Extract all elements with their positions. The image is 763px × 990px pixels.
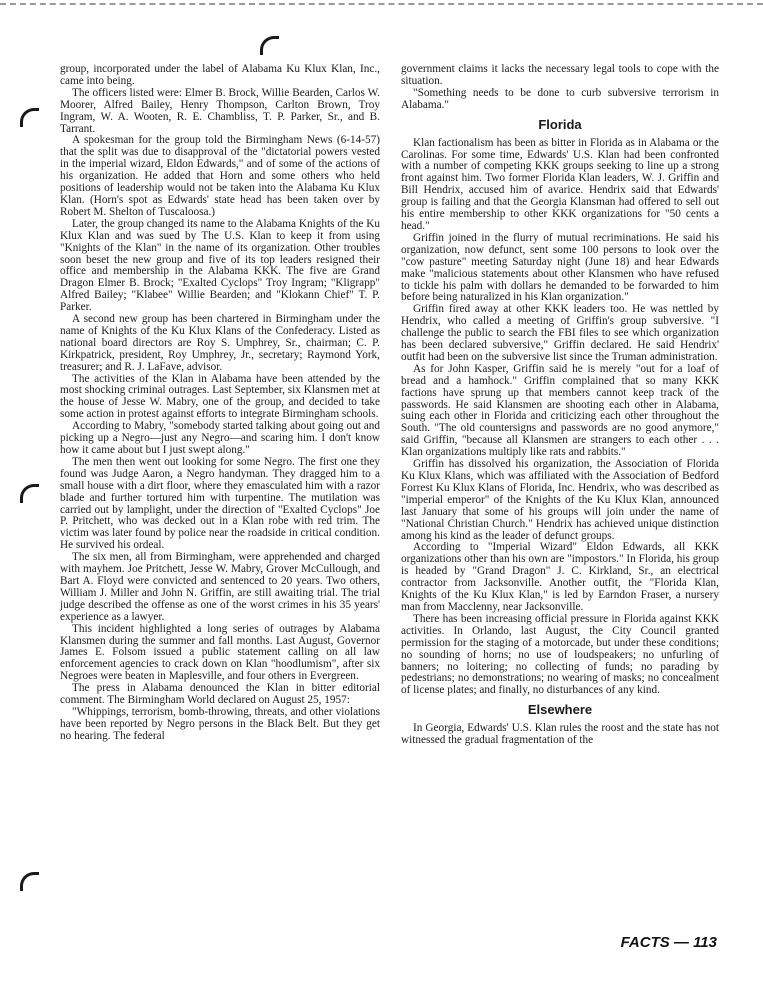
paragraph: Klan factionalism has been as bitter in Florida as in Alabama or the Carolinas. For some time, Edwards' U.S. Klan had been confronted with a number of competing KKK groups seeking to line up a strong front against him. Two former Florida Klan leaders, W. J. Griffin and Bill Hendrix, accused him of avarice. Hendrix said that Edwards' group is failing and that the Georgia Klansman had offered to sell out his entire membership to other KKK organizations for "50 cents a head." — [401, 136, 719, 232]
binding-hole-mark — [20, 484, 39, 503]
paragraph: The press in Alabama denounced the Klan in bitter editorial comment. The Birmingham World declared on August 25, 1957: — [60, 682, 380, 707]
binding-hole-mark — [20, 108, 39, 127]
binding-hole-mark — [20, 872, 39, 891]
paragraph: Griffin fired away at other KKK leaders too. He was nettled by Hendrix, who called a meeting of Griffin's group subversive. "I challenge the public to search the FBI files to see which organization has been declared subversive," Griffin declared. He said Hendrix' outfit had been on the subversive list since the Truman administration. — [401, 303, 719, 363]
section-heading-florida: Florida — [538, 116, 582, 132]
paragraph: This incident highlighted a long series of outrages by Alabama Klansmen during the summer and fall months. Last August, Governor James E. Folsom issued a public statement calling on all law enforcement agencies to crack down on Klan "hoodlumism", after six Negroes were beaten in Maplesville, and four others in Evergreen. — [60, 622, 380, 683]
right-column — [401, 64, 719, 747]
left-column — [60, 64, 380, 743]
paragraph: A second new group has been chartered in Birmingham under the name of Knights of the Ku Klux Klans of the Confederacy. Listed as national board directors are Roy S. Umphrey, Sr., chairman; C. P. Kirkpatrick, president, Roy Umphrey, Jr., secretary; Raymond York, treasurer; and R. J. LaFave, advisor. — [60, 313, 380, 373]
paragraph: There has been increasing official pressure in Florida against KKK activities. In Orlando, last August, the City Council granted permission for the staging of a motorcade, but under these conditions; no sounding of horns; no use of loudspeakers; no unfurling of banners; no loitering; no collecting of funds; no parading by pedestrians; no demonstrations; no wearing of masks; no concealment of license plates; and finally, no disturbances of any kind. — [401, 612, 719, 697]
paragraph: Griffin joined in the flurry of mutual recriminations. He said his organization, now defunct, sent some 100 persons to look over the "cow pasture" meeting Saturday night (June 18) and hear Edwards make "malicious statements about other Klansmen who have refused to tickle his palm with dollars he demanded to be forwarded to him before being naturalized in his Klan organization." — [401, 231, 719, 304]
top-dashed-rule — [0, 3, 763, 5]
paragraph: As for John Kasper, Griffin said he is merely "out for a loaf of bread and a hamhock." Griffin complained that so many KKK factions have sprung up that members cannot keep track of the passwords. He said Klansmen are shooting each other in Alabama, suing each other in Florida and criticizing each other throughout the South. "The old countersigns and passwords are no good anymore," said Griffin, "because all Klansmen are strangers to each other . . . Klan organizations multiply like rats and rabbits." — [401, 362, 719, 459]
paragraph: government claims it lacks the necessary legal tools to cope with the situation. — [401, 63, 719, 87]
paragraph: Griffin has dissolved his organization, the Association of Florida Ku Klux Klans, which was affiliated with the Association of Bedford Forrest Ku Klux Klans of Florida, Inc. Hendrix, who was described as "imperial emperor" of the Knights of the Ku Klux Klan, announced last January that some of his groups will join under the name of "National Christian Church." Hendrix has achieved unique distinction among his kind as the leader of defunct groups. — [401, 458, 719, 542]
paragraph: "Something needs to be done to curb subversive terrorism in Alabama." — [401, 86, 719, 111]
paragraph: The activities of the Klan in Alabama have been attended by the most shocking criminal outrages. Last September, six Klansmen met at the house of Jesse W. Mabry, one of the group, and decided to take some action in protest against efforts to integrate Birmingham schools. — [60, 372, 380, 421]
paragraph: The six men, all from Birmingham, were apprehended and charged with mayhem. Joe Pritchett, Jesse W. Mabry, Grover McCullough, and Bart A. Floyd were convicted and sentenced to 20 years. Two others, William J. Miller and John N. Griffin, are still awaiting trial. The trial judge described the offense as one of the worst crimes in his 35 years' experience as a lawyer. — [60, 551, 380, 623]
paragraph: Later, the group changed its name to the Alabama Knights of the Ku Klux Klan and was sued by The U.S. Klan to keep it from using "Knights of the Klan" in the name of its organization. Other troubles soon beset the new group and five of its top leaders resigned their office and membership in the Alabama KKK. The five are Grand Dragon Elmer B. Brock; "Exalted Cyclops" Troy Ingram; "Kligrapp" Alfred Bailey; "Klabee" Willie Bearden; and "Klokann Chief" T. P. Parker. — [60, 217, 380, 314]
paragraph: "Whippings, terrorism, bomb-throwing, threats, and other violations have been reported by Negro persons in the Black Belt. But they get no hearing. The federal — [60, 705, 380, 742]
paragraph: According to "Imperial Wizard" Eldon Edwards, all KKK organizations other than his own are "impostors." In Florida, his group is headed by "Grand Dragon" J. C. Kirkland, Sr., an electrical contractor from Jacksonville. Another outfit, the "Florida Klan, Knights of the Ku Klux Klan," is led by Earndon Fraser, a nursery man from Macclenny, near Jacksonville. — [401, 541, 719, 613]
section-heading-elsewhere: Elsewhere — [527, 702, 593, 718]
paragraph: In Georgia, Edwards' U.S. Klan rules the roost and the state has not witnessed the gradual fragmentation of the — [401, 722, 719, 747]
paragraph: The men then went out looking for some Negro. The first one they found was Judge Aaron, a Negro handyman. They dragged him to a small house with a dirt floor, where they emasculated him with a razor blade and further tortured him with turpentine. The mutilation was carried out by lamplight, under the direction of "Exalted Cyclops" Joe P. Pritchett, who was decked out in a Klan robe with red trim. The victim was later found by police near the roadside in critical condition. He survived his ordeal. — [60, 455, 380, 552]
paragraph: According to Mabry, "somebody started talking about going out and picking up a Negro—just any Negro—and scaring him. I don't know how it came about but I just swept along." — [60, 420, 380, 456]
page-footer-label: FACTS — 113 — [620, 934, 717, 951]
paragraph: group, incorporated under the label of Alabama Ku Klux Klan, Inc., came into being. — [60, 63, 380, 87]
paragraph: The officers listed were: Elmer B. Brock, Willie Bearden, Carlos W. Moorer, Alfred Bailey, Henry Thompson, Carlton Brown, Troy Ingram, W. A. Wooten, R. E. Chambliss, T. P. Parker, Sr., and B. Tarrant. — [60, 86, 380, 135]
binding-hole-mark — [260, 36, 279, 55]
paragraph: A spokesman for the group told the Birmingham News (6-14-57) that the split was due to disapproval of the "dictatorial powers vested in the imperial wizard, Eldon Edwards," and of some of the actions of his organization. He added that Horn and some others who held positions of leadership would not be taken into the Alabama Ku Klux Klan. (Horn's spot as Edwards' state head has been taken over by Robert M. Shelton of Tuscaloosa.) — [60, 134, 380, 218]
